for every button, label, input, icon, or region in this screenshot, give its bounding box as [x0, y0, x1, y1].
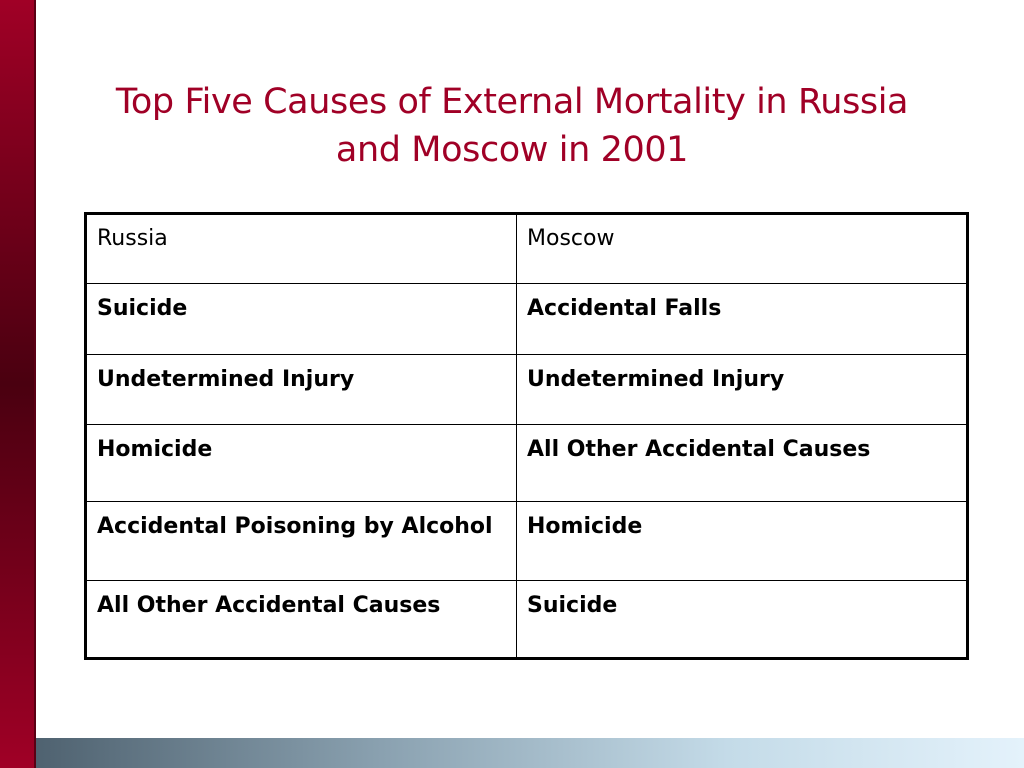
table-row [86, 284, 968, 355]
left-accent-bar [0, 0, 34, 768]
header-moscow: Moscow [517, 214, 968, 284]
cell-russia: Accidental Poisoning by Alcohol [86, 502, 517, 581]
cell-russia: Undetermined Injury [86, 355, 517, 425]
cell-moscow: All Other Accidental Causes [517, 425, 968, 502]
bottom-gradient-bar [36, 738, 1024, 768]
slide-title-line2: and Moscow in 2001 [335, 130, 689, 170]
header-russia: Russia [86, 214, 517, 284]
cell-russia: All Other Accidental Causes [86, 581, 517, 659]
cell-russia: Homicide [86, 425, 517, 502]
table-row [86, 581, 968, 659]
left-accent-bar-edge [34, 0, 36, 768]
cell-russia: Suicide [86, 284, 517, 355]
causes-table [84, 212, 969, 660]
table-header-row [86, 214, 968, 284]
table-row [86, 355, 968, 425]
table-row [86, 502, 968, 581]
slide-title-line1: Top Five Causes of External Mortality in Russia [115, 82, 909, 122]
cell-moscow: Accidental Falls [517, 284, 968, 355]
cell-moscow: Homicide [517, 502, 968, 581]
table-row [86, 425, 968, 502]
slide-title [90, 78, 934, 174]
cell-moscow: Undetermined Injury [517, 355, 968, 425]
cell-moscow: Suicide [517, 581, 968, 659]
